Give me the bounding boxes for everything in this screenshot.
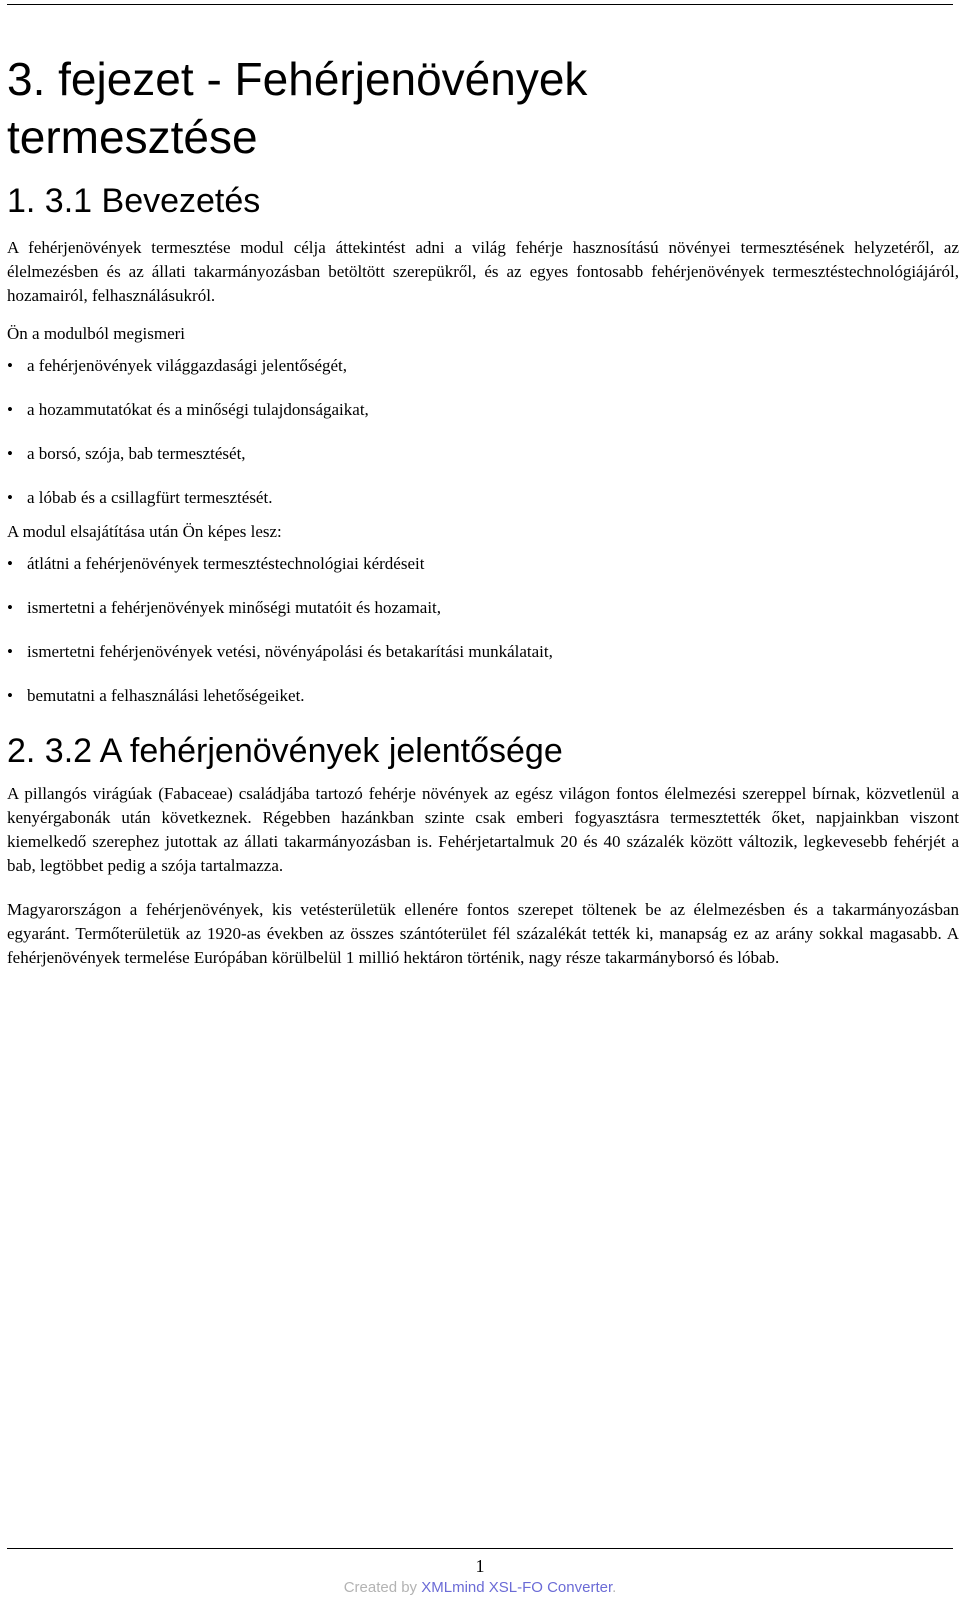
learning-list xyxy=(7,354,959,510)
section-heading-importance: 2. 3.2 A fehérjenövények jelentősége xyxy=(7,732,563,770)
footer-divider xyxy=(7,1548,953,1549)
chapter-title-line2: termesztése xyxy=(7,111,258,163)
bullet-icon: • xyxy=(7,642,13,661)
importance-paragraph-2: Magyarországon a fehérjenövények, kis vetésterületük ellenére fontos szerepet töltenek be az élelmezésben és a takarmányozásban egyaránt. Termőterületük az 1920-as években az összes szántóterület fél százalékát tették ki, manapság ez az arány sokkal magasabb. A fehérjenövények termelése Európában körülbelül 1 millió hektáron történik, nagy része takarmányborsó és lóbab. xyxy=(7,900,959,967)
page-number: 1 xyxy=(475,1556,485,1576)
list-item xyxy=(7,398,959,422)
list-item-text: a borsó, szója, bab termesztését, xyxy=(27,444,246,463)
creator-note xyxy=(0,1578,960,1598)
list2-intro: A modul elsajátítása után Ön képes lesz: xyxy=(7,522,282,541)
list-item xyxy=(7,596,959,620)
section-heading-intro: 1. 3.1 Bevezetés xyxy=(7,182,261,220)
creator-note-trailing: . xyxy=(612,1579,617,1596)
bullet-icon: • xyxy=(7,686,13,705)
top-divider xyxy=(7,4,953,5)
bullet-icon: • xyxy=(7,400,13,419)
bullet-icon: • xyxy=(7,444,13,463)
chapter-title xyxy=(7,50,959,166)
list-item-text: a fehérjenövények világgazdasági jelentőségét, xyxy=(27,356,348,375)
list-item xyxy=(7,354,959,378)
intro-paragraph: A fehérjenövények termesztése modul célja áttekintést adni a világ fehérje hasznosítású növényei termesztésének helyzetéről, az élelmezésben és az állati takarmányozásban betöltött szerepükről, és az egyes fontosabb fehérjenövények termesztéstechnológiájáról, hozamairól, felhasználásukról. xyxy=(7,238,959,305)
bullet-icon: • xyxy=(7,598,13,617)
list1-intro: Ön a modulból megismeri xyxy=(7,324,186,343)
list-item-text: ismertetni a fehérjenövények minőségi mutatóit és hozamait, xyxy=(27,598,442,617)
bullet-icon: • xyxy=(7,488,13,507)
list-item xyxy=(7,552,959,576)
list-item-text: a hozammutatókat és a minőségi tulajdonságaikat, xyxy=(27,400,369,419)
list-item xyxy=(7,684,959,708)
importance-paragraph-1: A pillangós virágúak (Fabaceae) családjába tartozó fehérje növények az egész világon fontos élelmezési szereppel bírnak, közvetlenül a kenyérgabonák után következnek. Régebben hazánkban szinte csak emberi fogyasztásra termesztették őket, napjainkban viszont kiemelkedő szerephez jutottak az állati takarmányozásban is. Fehérjetartalmuk 20 és 40 százalék között változik, legkevesebb fehérjét a bab, legtöbbet pedig a szója tartalmazza. xyxy=(7,784,959,875)
page-content xyxy=(7,50,959,970)
list-item-text: bemutatni a felhasználási lehetőségeiket. xyxy=(27,686,305,705)
list-item-text: ismertetni fehérjenövények vetési, növényápolási és betakarítási munkálatait, xyxy=(27,642,553,661)
list-item-text: átlátni a fehérjenövények termesztéstechnológiai kérdéseit xyxy=(27,554,425,573)
list-item-text: a lóbab és a csillagfürt termesztését. xyxy=(27,488,273,507)
chapter-title-line1: 3. fejezet - Fehérjenövények xyxy=(7,53,588,105)
created-by-text: Created by xyxy=(343,1579,422,1596)
list-item xyxy=(7,486,959,510)
list-item xyxy=(7,640,959,664)
bullet-icon: • xyxy=(7,554,13,573)
bullet-icon: • xyxy=(7,356,13,375)
skills-list xyxy=(7,552,959,708)
list-item xyxy=(7,442,959,466)
converter-link[interactable]: XMLmind XSL-FO Converter xyxy=(421,1579,613,1596)
